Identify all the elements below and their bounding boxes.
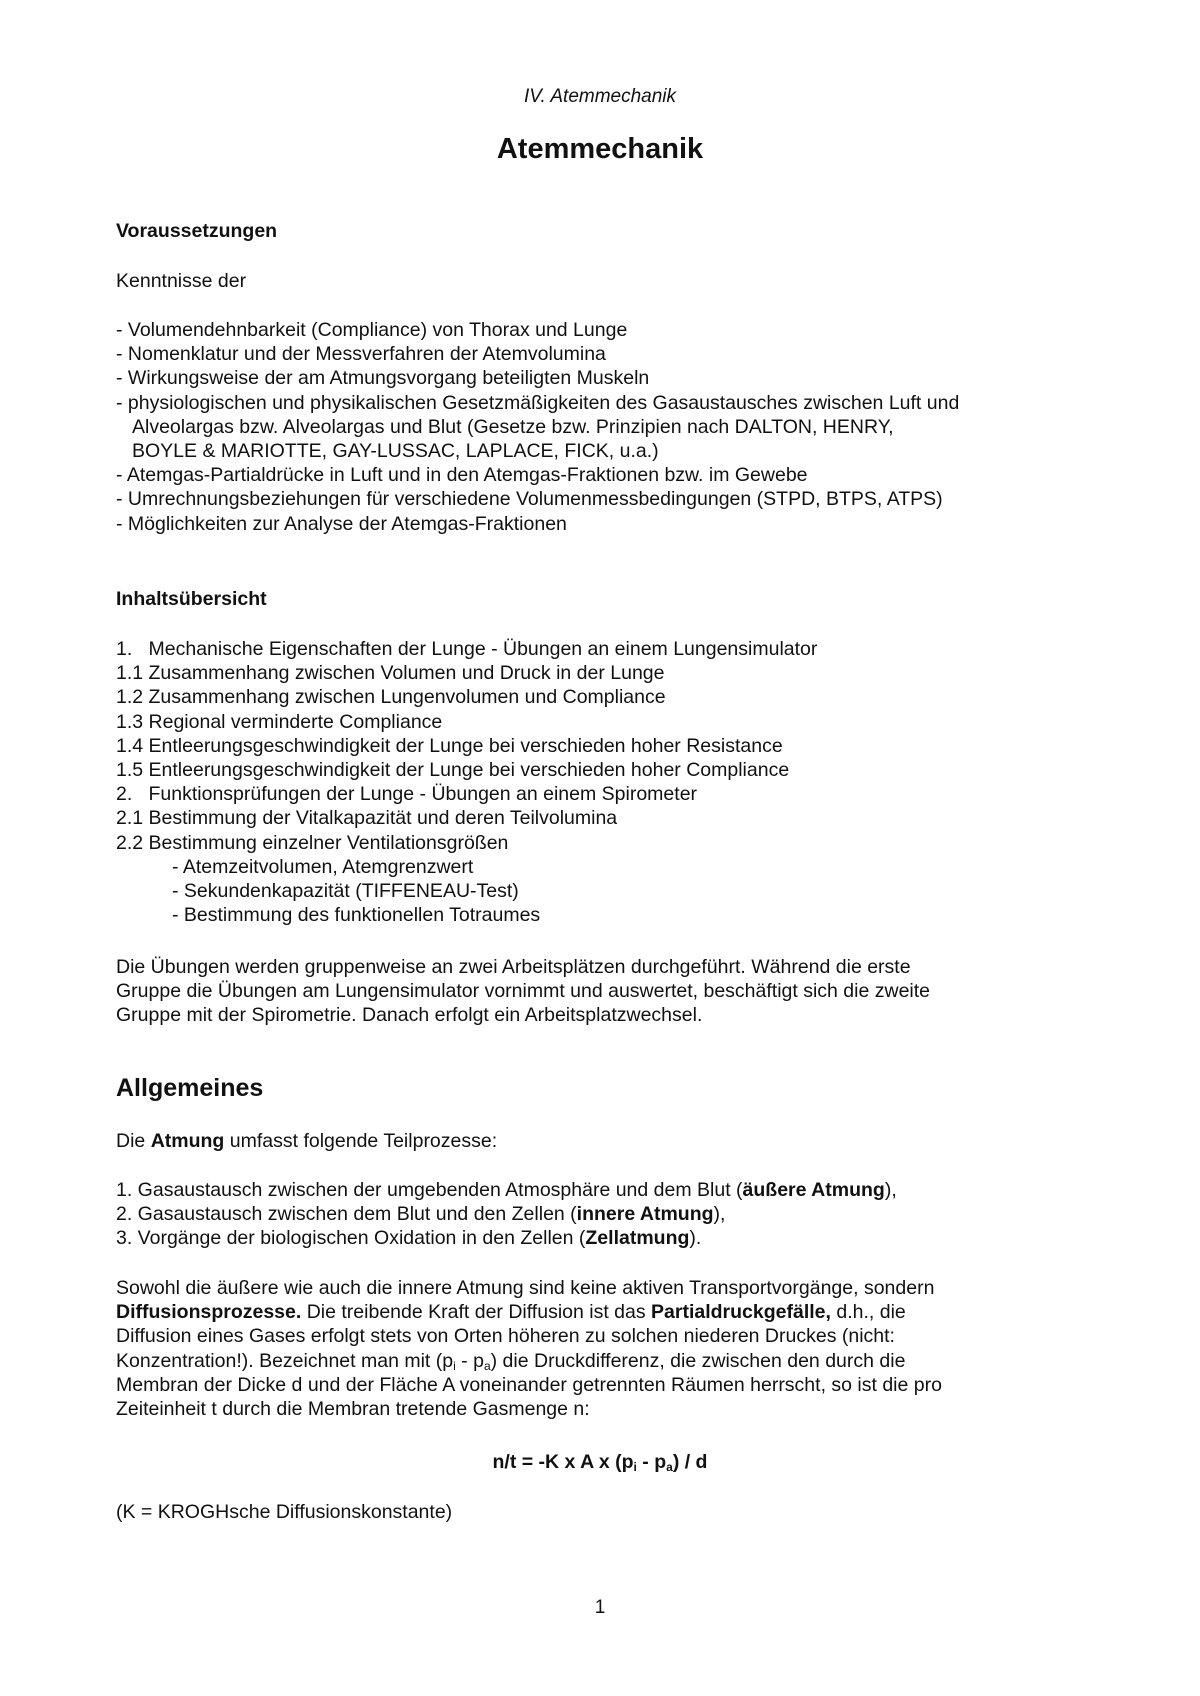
- general-intro: Die Atmung umfasst folgende Teilprozesse:: [116, 1130, 498, 1152]
- list-item: - Sekundenkapazität (TIFFENEAU-Test): [172, 879, 519, 902]
- contents-list: [116, 637, 817, 927]
- prereq-heading: Voraussetzungen: [116, 220, 278, 242]
- paragraph-line: Konzentration!). Bezeichnet man mit $(p_i - p_a)$ die Druckdifferenz, die zwischen den durch die: [116, 1349, 906, 1373]
- list-item: 1.5 Entleerungsgeschwindigkeit der Lunge bei verschieden hoher Compliance: [116, 758, 790, 781]
- list-item: - Atemgas-Partialdrücke in Luft und in den Atemgas-Fraktionen bzw. im Gewebe: [116, 464, 808, 487]
- list-item: 3. Vorgänge der biologischen Oxidation in den Zellen (Zellatmung).: [116, 1227, 702, 1250]
- prereq-intro: Kenntnisse der: [116, 270, 247, 292]
- list-item: - Atemzeitvolumen, Atemgrenzwert: [172, 855, 474, 878]
- diffusion-paragraph: [116, 1276, 942, 1421]
- constant-note: (K = KROGHsche Diffusionskonstante): [116, 1501, 453, 1523]
- list-item: 1. Gasaustausch zwischen der umgebenden Atmosphäre und dem Blut (äußere Atmung),: [116, 1179, 897, 1201]
- list-item: 1. Mechanische Eigenschaften der Lunge - Übungen an einem Lungensimulator: [116, 638, 818, 660]
- page-number: 1: [594, 1597, 606, 1618]
- list-item: 1.4 Entleerungsgeschwindigkeit der Lunge bei verschieden hoher Resistance: [116, 734, 783, 757]
- paragraph-line: Die Übungen werden gruppenweise an zwei Arbeitsplätzen durchgeführt. Während die erste: [116, 956, 911, 978]
- diffusion-formula: n/t = -K x A x $(p_i - p_a)$ / d: [492, 1451, 708, 1474]
- running-header: IV. Atemmechanik: [523, 86, 677, 107]
- list-item: 1.2 Zusammenhang zwischen Lungenvolumen und Compliance: [116, 686, 666, 709]
- list-item: - Umrechnungsbeziehungen für verschiedene Volumenmessbedingungen (STPD, BTPS, ATPS): [116, 488, 943, 511]
- section-heading-general: Allgemeines: [116, 1074, 264, 1102]
- paragraph-line: Sowohl die äußere wie auch die innere Atmung sind keine aktiven Transportvorgänge, sondern: [116, 1277, 935, 1299]
- paragraph-line: Diffusion eines Gases erfolgt stets von Orten höheren zu solchen niederen Druckes (nicht:: [116, 1325, 895, 1348]
- list-item: - physiologischen und physikalischen Gesetzmäßigkeiten des Gasaustausches zwischen Luft und: [116, 391, 960, 414]
- list-item: 2. Gasaustausch zwischen dem Blut und den Zellen (innere Atmung),: [116, 1203, 726, 1226]
- process-list: [116, 1178, 897, 1251]
- paragraph-line: Membran der Dicke d und der Fläche A voneinander getrennten Räumen herrscht, so ist die pro: [116, 1373, 942, 1396]
- paragraph-line: Diffusionsprozesse. Die treibende Kraft der Diffusion ist das Partialdruckgefälle, d.h., die: [116, 1301, 906, 1324]
- paragraph-line: Zeiteinheit t durch die Membran tretende Gasmenge n:: [116, 1397, 590, 1420]
- page-title: Atemmechanik: [496, 133, 704, 165]
- list-item: 2. Funktionsprüfungen der Lunge - Übungen an einem Spirometer: [116, 783, 698, 806]
- prereq-list: [116, 318, 959, 536]
- contents-heading: Inhaltsübersicht: [116, 588, 267, 610]
- list-item: - Möglichkeiten zur Analyse der Atemgas-Fraktionen: [116, 512, 567, 535]
- list-item: 1.3 Regional verminderte Compliance: [116, 710, 443, 733]
- contents-note: [116, 955, 930, 1028]
- paragraph-line: Gruppe die Übungen am Lungensimulator vornimmt und auswertet, beschäftigt sich die zweite: [116, 980, 931, 1003]
- paragraph-line: Gruppe mit der Spirometrie. Danach erfolgt ein Arbeitsplatzwechsel.: [116, 1004, 703, 1027]
- list-item: - Nomenklatur und der Messverfahren der Atemvolumina: [116, 343, 606, 366]
- list-item: - Wirkungsweise der am Atmungsvorgang beteiligten Muskeln: [116, 367, 650, 390]
- list-item: BOYLE & MARIOTTE, GAY-LUSSAC, LAPLACE, FICK, u.a.): [132, 439, 659, 462]
- list-item: 1.1 Zusammenhang zwischen Volumen und Druck in der Lunge: [116, 662, 665, 685]
- list-item: - Volumendehnbarkeit (Compliance) von Thorax und Lunge: [116, 319, 628, 341]
- list-item: 2.2 Bestimmung einzelner Ventilationsgrößen: [116, 831, 509, 854]
- list-item: - Bestimmung des funktionellen Totraumes: [172, 904, 541, 927]
- list-item: 2.1 Bestimmung der Vitalkapazität und deren Teilvolumina: [116, 807, 618, 830]
- list-item: Alveolargas bzw. Alveolargas und Blut (Gesetze bzw. Prinzipien nach DALTON, HENRY,: [132, 415, 894, 438]
